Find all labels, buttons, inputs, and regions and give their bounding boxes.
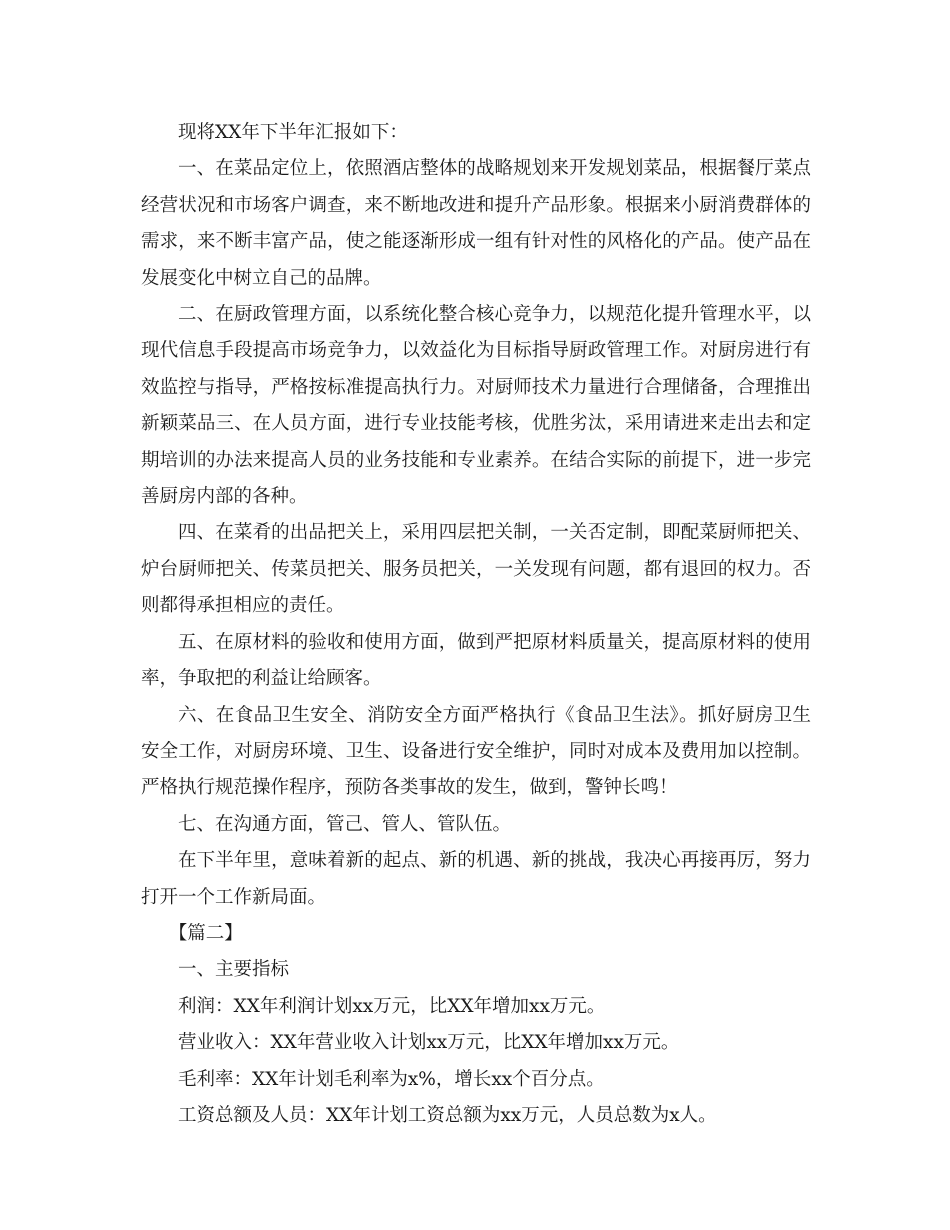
subheading-main-indicators: 一、主要指标: [178, 959, 290, 981]
indicator-payroll-staff: 工资总额及人员：XX年计划工资总额为xx万元，人员总数为x人。: [178, 1104, 717, 1126]
indicator-revenue: 营业收入：XX年营业收入计划xx万元，比XX年增加xx万元。: [178, 1032, 680, 1054]
paragraph-section-7: 七、在沟通方面，管己、管人、管队伍。: [178, 813, 512, 835]
indicator-gross-margin: 毛利率：XX年计划毛利率为x%，增长xx个百分点。: [178, 1068, 605, 1090]
indicator-profit: 利润：XX年利润计划xx万元，比XX年增加xx万元。: [178, 995, 606, 1017]
paragraph-section-6: 六、在食品卫生安全、消防安全方面严格执行《食品卫生法》。抓好厨房卫生安全工作，对厨房环境、卫生、设备进行安全维护，同时对成本及费用加以控制。严格执行规范操作程序，预防各类事故的发生，做到，警钟长鸣！: [141, 704, 811, 799]
paragraph-intro: 现将XX年下半年汇报如下：: [178, 122, 408, 143]
paragraph-section-5: 五、在原材料的验收和使用方面，做到严把原材料质量关，提高原材料的使用率，争取把的利益让给顾客。: [141, 631, 811, 690]
paragraph-section-1: 一、在菜品定位上，依照酒店整体的战略规划来开发规划菜品，根据餐厅菜点经营状况和市场客户调查，来不断地改进和提升产品形象。根据来小厨消费群体的需求，来不断丰富产品，使之能逐渐形成一组有针对性的风格化的产品。使产品在发展变化中树立自己的品牌。: [141, 158, 811, 289]
document-body: [141, 115, 811, 1134]
paragraph-section-4: 四、在菜肴的出品把关上，采用四层把关制，一关否定制，即配菜厨师把关、炉台厨师把关、传菜员把关、服务员把关，一关发现有问题，都有退回的权力。否则都得承担相应的责任。: [141, 522, 811, 617]
paragraph-section-2: 二、在厨政管理方面，以系统化整合核心竞争力，以规范化提升管理水平，以现代信息手段提高市场竞争力，以效益化为目标指导厨政管理工作。对厨房进行有效监控与指导，严格按标准提高执行力。对厨师技术力量进行合理储备，合理推出新颖菜品三、在人员方面，进行专业技能考核，优胜劣汰，采用请进来走出去和定期培训的办法来提高人员的业务技能和专业素养。在结合实际的前提下，进一步完善厨房内部的各种。: [141, 304, 811, 508]
section-heading-part-two: 【篇二】: [168, 922, 243, 944]
paragraph-conclusion: 在下半年里，意味着新的起点、新的机遇、新的挑战，我决心再接再厉，努力打开一个工作新局面。: [141, 850, 811, 908]
